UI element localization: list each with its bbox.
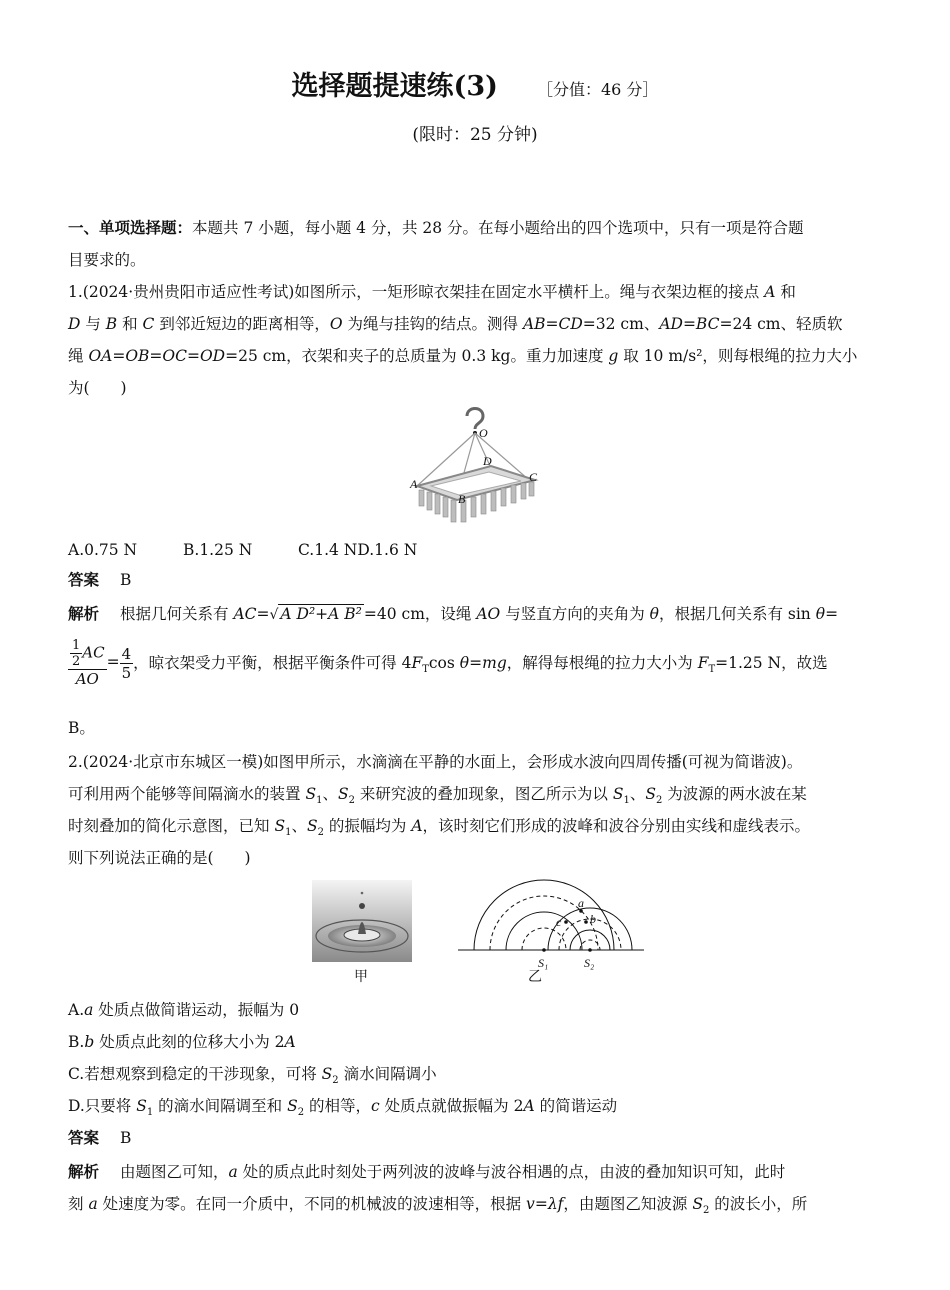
q2-text: 、 <box>322 785 338 803</box>
fig-label-jia: 甲 <box>354 969 368 985</box>
q1-options <box>68 538 882 562</box>
analysis-text: ，根据几何关系有 sin <box>658 605 816 623</box>
subscript: 1 <box>285 827 292 839</box>
frac2-num: 4 <box>121 644 132 663</box>
label-s2: S₂ <box>584 956 595 970</box>
q2-text: 则下列说法正确的是( ) <box>68 849 251 867</box>
option-var: c <box>371 1097 380 1115</box>
q2-text: 、 <box>629 785 646 803</box>
label-c: c <box>556 915 562 929</box>
q2-analysis-line-2 <box>68 1192 882 1223</box>
q2-line-2 <box>68 782 882 813</box>
q2-answer <box>68 1126 882 1150</box>
point-c <box>564 920 568 924</box>
q2-option-d[interactable] <box>68 1094 882 1125</box>
answer-value: B <box>120 571 132 589</box>
answer-value: B <box>120 1129 132 1147</box>
option-var: b <box>84 1033 95 1051</box>
answer-label: 答案 <box>68 1128 100 1147</box>
q2-var: A <box>411 817 423 835</box>
clothes-hanger-figure <box>405 402 555 530</box>
time-limit: (限时：25 分钟) <box>412 125 538 145</box>
q1-text: =24 cm、轻质软 <box>719 315 843 333</box>
option-var: S <box>321 1065 333 1083</box>
q2-var: S <box>645 785 656 803</box>
section-text-cont: 目要求的。 <box>68 251 146 269</box>
q2-text: 的振幅均为 <box>323 817 412 835</box>
q1-var: O <box>329 315 343 333</box>
q2-var: S <box>337 785 349 803</box>
q1-text: 为( ) <box>68 379 127 397</box>
label-b: b <box>590 912 596 926</box>
point-b <box>584 920 588 924</box>
frac-top: AC <box>82 643 105 662</box>
q1-option-d[interactable]: D.1.6 N <box>357 541 418 559</box>
wave-interference-diagram <box>456 878 646 972</box>
option-text: 的相等， <box>304 1097 372 1115</box>
q1-text: 和 <box>775 283 796 301</box>
option-text: 滴水间隔调小 <box>338 1065 437 1083</box>
q2-text: 2.(2024·北京市东城区一模)如图甲所示，水滴滴在平静的水面上，会形成水波向四周传播(可视为简谐波)。 <box>68 753 803 771</box>
q1-var: AB=CD <box>522 315 583 333</box>
q1-text: 与 <box>80 315 106 333</box>
analysis-text: 刻 <box>68 1195 89 1213</box>
option-text: 的简谐运动 <box>534 1097 618 1115</box>
fig-label-a: A <box>410 477 418 491</box>
half-num: 1 <box>72 638 81 653</box>
subscript: 1 <box>623 795 630 807</box>
half-den: 2 <box>72 654 81 669</box>
subscript: 2 <box>348 795 355 807</box>
analysis-text: cos <box>428 653 460 672</box>
analysis-text: = <box>256 605 270 623</box>
frac2-den: 5 <box>121 663 132 682</box>
q1-analysis-line-1: 解析 根据几何关系有 AC=√ A D²+A B² =40 cm，设绳 AO 与竖直方向的夹角为 θ，根据几何关系有 sin θ= <box>68 602 882 627</box>
drop-icon <box>359 903 365 909</box>
q2-text: 为波源的两水波在某 <box>662 785 807 803</box>
subscript: 2 <box>655 795 663 807</box>
q1-var: D <box>68 315 81 333</box>
analysis-var: AO <box>476 605 501 623</box>
q1-text: 取 10 m/s²，则每根绳的拉力大小 <box>618 347 858 365</box>
subscript: 2 <box>317 827 324 839</box>
subscript: 1 <box>146 1107 154 1119</box>
q1-text: =25 cm，衣架和夹子的总质量为 0.3 kg。重力加速度 <box>225 347 609 365</box>
section-heading-cont <box>68 248 882 272</box>
analysis-var: F <box>411 653 423 672</box>
s1-point <box>542 948 546 952</box>
q2-text: 可利用两个能够等间隔滴水的装置 <box>68 785 306 803</box>
analysis-var: S <box>692 1195 703 1213</box>
option-var: A <box>284 1033 296 1051</box>
q1-text: 到邻近短边的距离相等， <box>154 315 330 333</box>
sqrt-expression: A D²+A B² <box>280 605 362 623</box>
q1-line-1 <box>68 280 882 304</box>
analysis-text: 由题图乙可知， <box>120 1163 229 1181</box>
q1-text: 为绳与挂钩的结点。测得 <box>342 315 523 333</box>
q1-option-c[interactable]: C.1.4 N <box>298 541 358 559</box>
q1-var: OA=OB=OC=OD <box>88 347 226 365</box>
q1-answer <box>68 568 882 592</box>
q2-var: S <box>274 817 286 835</box>
q2-line-3 <box>68 814 882 845</box>
fraction-sin <box>68 638 107 688</box>
analysis-text: = <box>825 605 839 623</box>
frac-bottom: AO <box>75 670 99 688</box>
q1-text: 和 <box>117 315 143 333</box>
q1-var: A <box>764 283 776 301</box>
q2-text: 时刻叠加的简化示意图，已知 <box>68 817 275 835</box>
option-text: 处质点就做振幅为 2 <box>379 1097 524 1115</box>
label-s1: S₁ <box>538 956 549 970</box>
q1-analysis-line-3 <box>68 716 882 740</box>
analysis-var: θ <box>815 605 826 623</box>
analysis-text: 的波长小，所 <box>709 1195 808 1213</box>
q2-line-4 <box>68 846 882 870</box>
q1-line-2 <box>68 312 882 336</box>
s2-point <box>588 948 592 952</box>
option-var: S <box>287 1097 298 1115</box>
analysis-text: B。 <box>68 719 95 737</box>
q2-option-a[interactable] <box>68 998 882 1022</box>
q2-line-1 <box>68 750 882 774</box>
q2-var: S <box>612 785 624 803</box>
subscript: T <box>708 664 716 676</box>
analysis-text: =1.25 N，故选 <box>715 653 828 672</box>
option-var: A <box>523 1097 535 1115</box>
q2-text: 、 <box>291 817 307 835</box>
option-text: 的滴水间隔调至和 <box>153 1097 288 1115</box>
q1-line-4 <box>68 376 882 400</box>
option-text: B. <box>68 1033 85 1051</box>
fig-label-yi: 乙 <box>528 969 542 985</box>
subscript: 2 <box>332 1075 339 1087</box>
analysis-var: θ <box>459 653 470 672</box>
analysis-text: ，由题图乙知波源 <box>563 1195 693 1213</box>
analysis-text: = <box>534 1195 548 1213</box>
analysis-text: = <box>469 653 483 672</box>
q1-line-3 <box>68 344 882 368</box>
q1-text: 绳 <box>68 347 89 365</box>
q2-option-c[interactable] <box>68 1062 882 1093</box>
section-text: 本题共 7 小题，每小题 4 分，共 28 分。在每小题给出的四个选项中，只有一项是符合题 <box>192 219 804 237</box>
q1-var: AD=BC <box>659 315 720 333</box>
analysis-var: θ <box>649 605 659 623</box>
q2-var: S <box>305 785 317 803</box>
section-heading <box>68 216 882 240</box>
analysis-text: = <box>106 653 120 671</box>
analysis-var: a <box>88 1195 98 1213</box>
analysis-var: AC <box>233 605 257 623</box>
analysis-text: 处速度为零。在同一介质中，不同的机械波的波速相等，根据 <box>97 1195 527 1213</box>
q1-text: 1.(2024·贵州贵阳市适应性考试)如图所示，一矩形晾衣架挂在固定水平横杆上。绳与衣架边框的接点 <box>68 283 765 301</box>
fig-label-b: B <box>458 492 466 506</box>
q1-var: g <box>608 347 619 365</box>
q1-var: C <box>142 315 155 333</box>
analysis-text: 根据几何关系有 <box>120 605 234 623</box>
analysis-var: a <box>228 1163 238 1181</box>
page-title: 选择题提速练(3) <box>291 71 498 102</box>
q1-text: =32 cm、 <box>582 315 660 333</box>
q2-var: S <box>306 817 318 835</box>
analysis-text: ，晾衣架受力平衡，根据平衡条件可得 4 <box>133 653 412 672</box>
subscript: 2 <box>702 1205 710 1217</box>
water-drop-photo <box>312 880 412 962</box>
answer-label: 答案 <box>68 570 100 589</box>
analysis-text: ，解得每根绳的拉力大小为 <box>506 653 698 672</box>
subscript: 2 <box>297 1107 305 1119</box>
option-var: a <box>84 1001 94 1019</box>
option-var: S <box>136 1097 147 1115</box>
analysis-label: 解析 <box>68 1162 100 1181</box>
fig-label-c: C <box>529 470 538 484</box>
q2-text: ，该时刻它们形成的波峰和波谷分别由实线和虚线表示。 <box>422 817 811 835</box>
q2-text: 来研究波的叠加现象，图乙所示为以 <box>354 785 613 803</box>
q1-var: B <box>105 315 118 333</box>
analysis-var: F <box>697 653 709 672</box>
q1-option-a[interactable]: A.0.75 N <box>68 541 138 559</box>
option-text: D.只要将 <box>68 1097 137 1115</box>
fraction-result <box>120 645 134 682</box>
analysis-text: 与竖直方向的夹角为 <box>500 605 650 623</box>
subscript: 1 <box>316 795 323 807</box>
option-text: A. <box>68 1001 85 1019</box>
analysis-var: v <box>526 1195 535 1213</box>
section-label: 一、单项选择题： <box>68 218 193 237</box>
fig-label-d: D <box>483 454 492 468</box>
fig-label-o: O <box>479 426 488 440</box>
analysis-var: mg <box>482 653 507 672</box>
option-text: C.若想观察到稳定的干涉现象，可将 <box>68 1065 322 1083</box>
option-text: 处质点此刻的位移大小为 2 <box>94 1033 285 1051</box>
q2-option-b[interactable] <box>68 1030 882 1054</box>
q1-option-b[interactable]: B.1.25 N <box>183 541 253 559</box>
q1-analysis-line-2 <box>68 638 882 708</box>
analysis-text: =40 cm，设绳 <box>363 605 477 623</box>
analysis-var: λf <box>547 1195 564 1213</box>
label-a: a <box>578 896 584 910</box>
subscript: T <box>422 664 429 676</box>
q2-analysis-line-1 <box>68 1160 882 1184</box>
analysis-label: 解析 <box>68 604 100 623</box>
page-title-row <box>0 64 950 103</box>
analysis-text: 处的质点此时刻处于两列波的波峰与波谷相遇的点，由波的叠加知识可知，此时 <box>237 1163 786 1181</box>
option-text: 处质点做简谐运动，振幅为 0 <box>93 1001 300 1019</box>
score-label: ［分值：46 分］ <box>536 80 659 99</box>
